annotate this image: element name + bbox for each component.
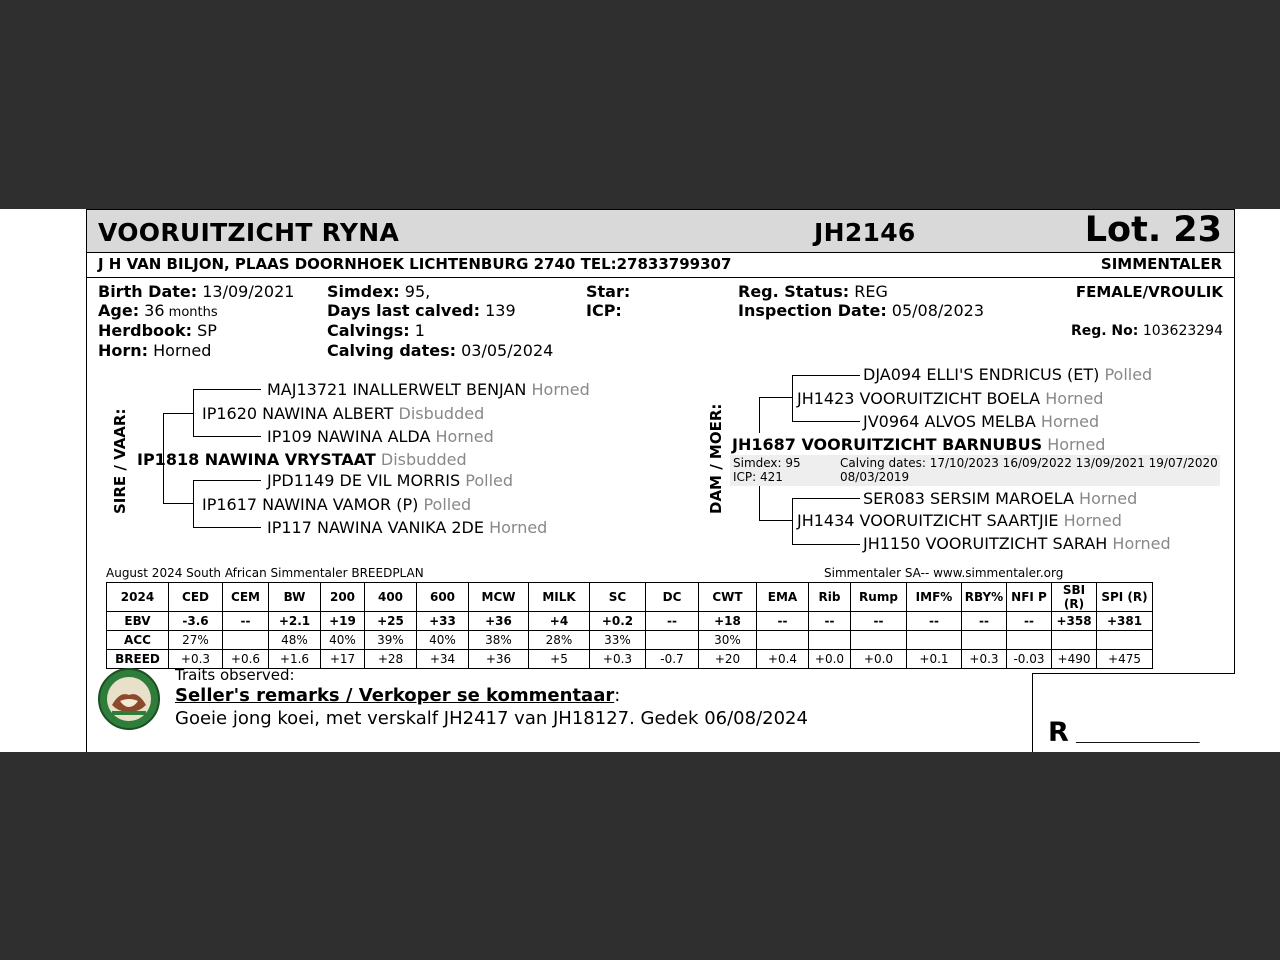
calving-dates: Calving dates: 03/05/2024	[327, 341, 554, 360]
dam-sire: JH1423 VOORUITZICHT BOELA Horned	[797, 389, 1104, 408]
ped-line	[759, 397, 793, 398]
ped-line	[163, 413, 194, 414]
ped-line	[193, 436, 261, 437]
ebv-cell: +0.1	[907, 650, 962, 669]
sire-sire-dam: IP109 NAWINA ALDA Horned	[267, 427, 494, 446]
ebv-table-row	[107, 612, 1153, 631]
ebv-cell: +34	[417, 650, 469, 669]
ebv-cell	[223, 631, 269, 650]
ebv-cell: +0.0	[851, 650, 907, 669]
ped-line	[193, 480, 194, 527]
ebv-cell: +20	[699, 650, 757, 669]
ped-line	[193, 389, 261, 390]
ped-line	[163, 503, 194, 504]
ebv-cell: SC	[590, 583, 646, 612]
ebv-cell: +490	[1052, 650, 1097, 669]
dam-dam-dam: JH1150 VOORUITZICHT SARAH Horned	[863, 534, 1171, 553]
animal-name: VOORUITZICHT RYNA	[98, 218, 400, 247]
ebv-cell: 39%	[365, 631, 417, 650]
ebv-cell	[757, 631, 809, 650]
inspection-date: Inspection Date: 05/08/2023	[738, 301, 985, 320]
ebv-cell: MCW	[469, 583, 529, 612]
ebv-cell	[646, 631, 699, 650]
dam-dam: JH1434 VOORUITZICHT SAARTJIE Horned	[797, 511, 1122, 530]
animal-id: JH2146	[814, 218, 916, 247]
dam-stats-box	[730, 455, 1220, 486]
right-border	[1234, 277, 1235, 674]
owner-address: J H VAN BILJON, PLAAS DOORNHOEK LICHTENBURG 2740 TEL:27833799307	[98, 255, 732, 273]
ebv-cell: NFI P	[1007, 583, 1052, 612]
lot-card	[86, 209, 1235, 752]
price-currency: R	[1048, 717, 1069, 748]
sex: FEMALE/VROULIK	[1075, 283, 1223, 301]
ebv-cell: 38%	[469, 631, 529, 650]
dam-icp: ICP: 421	[733, 470, 783, 484]
reg-number: Reg. No: 103623294	[1070, 323, 1223, 339]
sire-sire-sire: MAJ13721 INALLERWELT BENJAN Horned	[267, 380, 590, 399]
ebv-cell: EMA	[757, 583, 809, 612]
seller-remarks: Goeie jong koei, met verskalf JH2417 van JH18127. Gedek 06/08/2024	[175, 708, 808, 729]
ebv-cell: 28%	[529, 631, 590, 650]
ebv-cell: BREED	[107, 650, 169, 669]
sire-sire: IP1620 NAWINA ALBERT Disbudded	[202, 404, 485, 423]
sire-dam: IP1617 NAWINA VAMOR (P) Polled	[202, 495, 472, 514]
dam-sire-sire: DJA094 ELLI'S ENDRICUS (ET) Polled	[863, 365, 1153, 384]
ebv-cell: +0.0	[809, 650, 851, 669]
ebv-cell: +358	[1052, 612, 1097, 631]
ebv-cell: +25	[365, 612, 417, 631]
dam-sire-dam: JV0964 ALVOS MELBA Horned	[863, 412, 1100, 431]
ebv-cell: --	[223, 612, 269, 631]
dam: JH1687 VOORUITZICHT BARNUBUS Horned	[732, 435, 1106, 454]
dam-calving-dates-cont: 08/03/2019	[840, 470, 910, 484]
dam-side-label: DAM / MOER:	[707, 403, 725, 514]
ebv-cell: -0.03	[1007, 650, 1052, 669]
ebv-cell: +1.6	[269, 650, 321, 669]
ped-line	[193, 389, 194, 436]
ebv-cell: 600	[417, 583, 469, 612]
ebv-cell: 48%	[269, 631, 321, 650]
ebv-cell: CWT	[699, 583, 757, 612]
ebv-cell: 40%	[417, 631, 469, 650]
dam-dam-sire: SER083 SERSIM MAROELA Horned	[863, 489, 1138, 508]
ebv-table-row	[107, 631, 1153, 650]
ebv-cell: +0.4	[757, 650, 809, 669]
ebv-cell: +2.1	[269, 612, 321, 631]
ebv-cell: BW	[269, 583, 321, 612]
ebv-cell	[962, 631, 1007, 650]
ebv-cell: +475	[1097, 650, 1153, 669]
ebv-cell: DC	[646, 583, 699, 612]
ebv-cell: --	[907, 612, 962, 631]
ped-line	[792, 498, 793, 544]
star: Star:	[586, 282, 631, 301]
calvings: Calvings: 1	[327, 321, 425, 340]
age: Age: 36 months	[98, 301, 218, 320]
icp: ICP:	[586, 301, 622, 320]
traits-observed: Traits observed:	[175, 666, 295, 684]
sire-side-label: SIRE / VAAR:	[111, 408, 129, 514]
ebv-cell: CED	[169, 583, 223, 612]
catalogue-sheet	[0, 209, 1280, 752]
ebv-cell: --	[962, 612, 1007, 631]
ebv-table	[106, 582, 1153, 669]
ebv-cell: RBY%	[962, 583, 1007, 612]
ebv-cell: Rib	[809, 583, 851, 612]
price-input-line[interactable]: ___________________	[1076, 729, 1200, 744]
ebv-cell: +0.6	[223, 650, 269, 669]
dam-calving-dates: Calving dates: 17/10/2023 16/09/2022 13/09/2021 19/07/2020	[840, 456, 1218, 470]
lot-number: Lot. 23	[1084, 210, 1222, 250]
ebv-cell	[907, 631, 962, 650]
ebv-cell: -0.7	[646, 650, 699, 669]
ebv-cell: 400	[365, 583, 417, 612]
sire-dam-sire: JPD1149 DE VIL MORRIS Polled	[267, 471, 514, 490]
ebv-cell: +17	[321, 650, 365, 669]
ebv-cell: +0.3	[169, 650, 223, 669]
simdex: Simdex: 95,	[327, 282, 431, 301]
ebv-cell: +36	[469, 612, 529, 631]
ebv-cell: 2024	[107, 583, 169, 612]
sire-dam-dam: IP117 NAWINA VANIKA 2DE Horned	[267, 518, 548, 537]
days-last-calved: Days last calved: 139	[327, 301, 516, 320]
ebv-cell: --	[809, 612, 851, 631]
ped-line	[759, 520, 793, 521]
ebv-cell: 27%	[169, 631, 223, 650]
title-bar	[87, 209, 1235, 253]
ebv-cell: --	[646, 612, 699, 631]
birth-date: Birth Date: 13/09/2021	[98, 282, 295, 301]
ebv-cell: 30%	[699, 631, 757, 650]
ebv-cell	[851, 631, 907, 650]
breedplan-website: Simmentaler SA-- www.simmentaler.org	[824, 566, 1064, 580]
horn: Horn: Horned	[98, 341, 212, 360]
ebv-cell: ACC	[107, 631, 169, 650]
ped-line	[193, 527, 261, 528]
ebv-cell: +381	[1097, 612, 1153, 631]
ebv-cell: +0.2	[590, 612, 646, 631]
ebv-cell	[1097, 631, 1153, 650]
ebv-cell: 40%	[321, 631, 365, 650]
ebv-cell: SPI (R)	[1097, 583, 1153, 612]
owner-bar	[87, 252, 1235, 278]
ebv-cell	[1007, 631, 1052, 650]
breed-label: SIMMENTALER	[1100, 255, 1222, 273]
ebv-cell: +0.3	[962, 650, 1007, 669]
price-box-left	[1032, 673, 1033, 752]
ebv-cell: +4	[529, 612, 590, 631]
ebv-cell	[1052, 631, 1097, 650]
sire: IP1818 NAWINA VRYSTAAT Disbudded	[137, 450, 467, 469]
ped-line	[792, 375, 793, 421]
ebv-cell: -3.6	[169, 612, 223, 631]
herdbook: Herdbook: SP	[98, 321, 217, 340]
ebv-cell: +19	[321, 612, 365, 631]
ebv-cell: 200	[321, 583, 365, 612]
ebv-cell: +0.3	[590, 650, 646, 669]
ebv-cell: IMF%	[907, 583, 962, 612]
ped-line	[792, 375, 860, 376]
ped-line	[759, 397, 760, 433]
ebv-cell: +28	[365, 650, 417, 669]
ebv-cell: CEM	[223, 583, 269, 612]
ebv-cell: +5	[529, 650, 590, 669]
ped-line	[792, 498, 860, 499]
ebv-cell: +33	[417, 612, 469, 631]
simmentaler-logo-icon	[98, 667, 160, 731]
ebv-cell: +18	[699, 612, 757, 631]
ped-line	[759, 484, 760, 520]
remarks-title: Seller's remarks / Verkoper se kommentaar:	[175, 685, 621, 706]
ebv-cell	[809, 631, 851, 650]
breedplan-caption: August 2024 South African Simmentaler BREEDPLAN	[106, 566, 424, 580]
ebv-cell: MILK	[529, 583, 590, 612]
ped-line	[792, 421, 860, 422]
ebv-cell: SBI (R)	[1052, 583, 1097, 612]
dam-simdex: Simdex: 95	[733, 456, 801, 470]
ebv-cell: Rump	[851, 583, 907, 612]
ebv-cell: 33%	[590, 631, 646, 650]
ebv-table-row	[107, 583, 1153, 612]
ebv-cell: --	[851, 612, 907, 631]
ped-line	[193, 480, 261, 481]
ebv-cell: +36	[469, 650, 529, 669]
ebv-cell: EBV	[107, 612, 169, 631]
price-box-top	[1033, 673, 1235, 674]
ped-line	[792, 544, 860, 545]
ebv-cell: --	[1007, 612, 1052, 631]
ebv-cell: --	[757, 612, 809, 631]
reg-status: Reg. Status: REG	[738, 282, 888, 301]
